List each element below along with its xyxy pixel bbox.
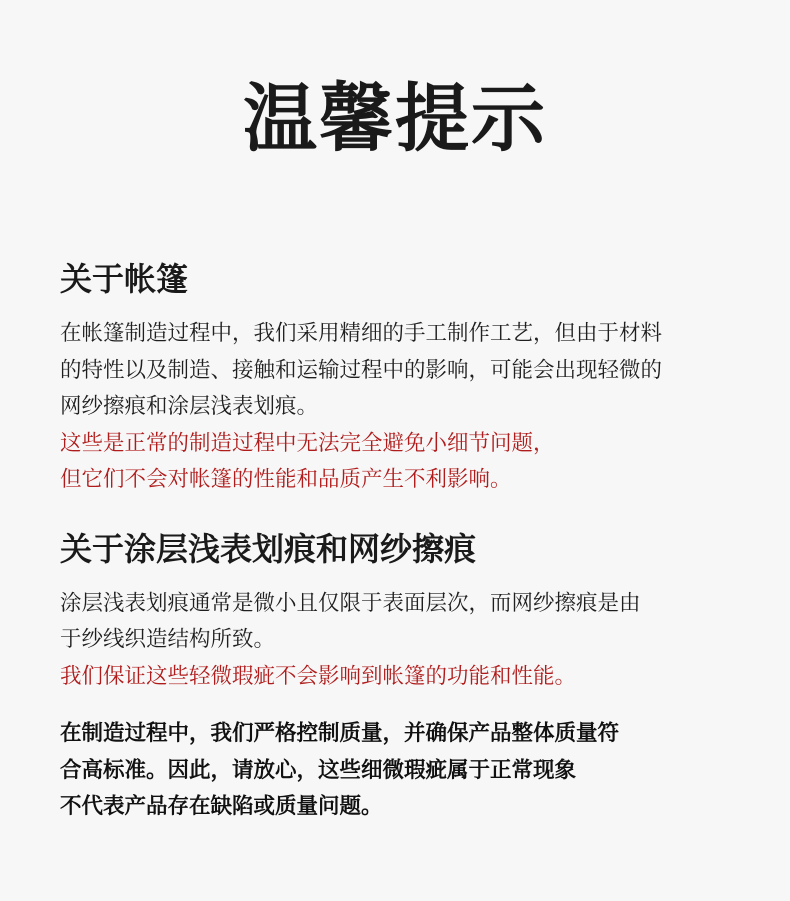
section-tent-line-3: 网纱擦痕和涂层浅表划痕。 <box>60 394 319 419</box>
page-title: 温馨提示 <box>243 76 547 162</box>
closing-line-1: 在制造过程中，我们严格控制质量，并确保产品整体质量符 <box>60 721 620 746</box>
section-scratches-highlight-1: 我们保证这些轻微瑕疵不会影响到帐篷的功能和性能。 <box>60 664 577 689</box>
section-heading-scratches: 关于涂层浅表划痕和网纱擦痕 <box>60 530 477 568</box>
section-tent-line-1: 在帐篷制造过程中，我们采用精细的手工制作工艺，但由于材料 <box>60 321 663 346</box>
section-tent-highlight-2: 但它们不会对帐篷的性能和品质产生不利影响。 <box>60 467 512 492</box>
closing-line-2: 合高标准。因此，请放心，这些细微瑕疵属于正常现象 <box>60 758 577 783</box>
section-tent-highlight-1: 这些是正常的制造过程中无法完全避免小细节问题， <box>60 431 555 456</box>
section-tent-line-2: 的特性以及制造、接触和运输过程中的影响，可能会出现轻微的 <box>60 358 663 383</box>
section-scratches-line-2: 于纱线织造结构所致。 <box>60 627 276 652</box>
section-scratches-line-1: 涂层浅表划痕通常是微小且仅限于表面层次，而网纱擦痕是由 <box>60 591 641 616</box>
closing-line-3: 不代表产品存在缺陷或质量问题。 <box>60 794 383 819</box>
section-heading-tent: 关于帐篷 <box>60 260 189 298</box>
